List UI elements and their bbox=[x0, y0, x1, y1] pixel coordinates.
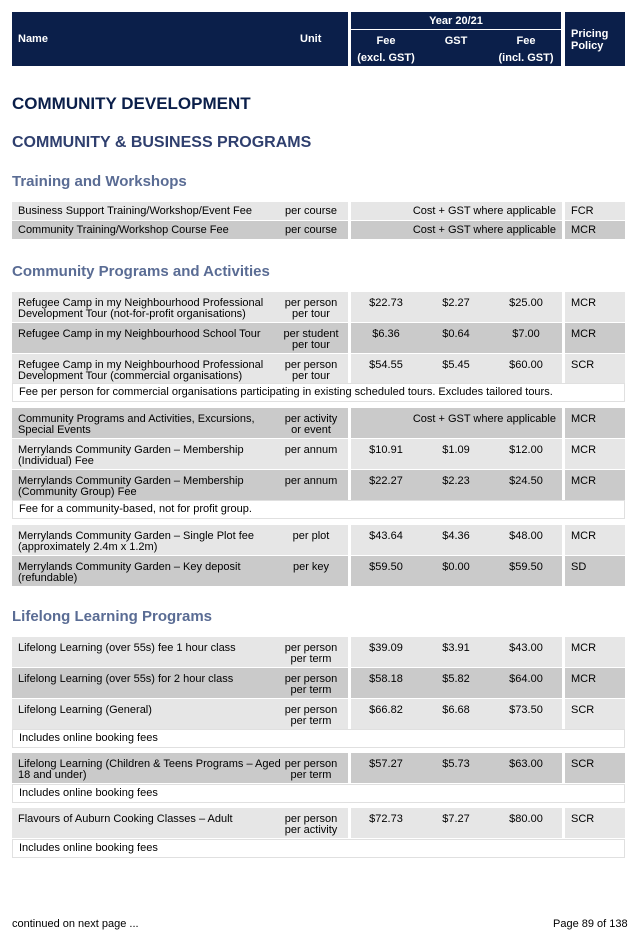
row-fees bbox=[351, 699, 562, 729]
header-divider bbox=[351, 29, 561, 30]
row-name: (approximately 2.4m x 1.2m) bbox=[18, 541, 158, 553]
row-fee-excl: $57.27 bbox=[369, 758, 403, 770]
row-policy bbox=[565, 556, 625, 586]
row-unit: per activity bbox=[284, 824, 338, 836]
row-unit: per person bbox=[284, 642, 338, 654]
row-unit: per tour bbox=[292, 370, 330, 382]
header-gst: GST bbox=[444, 35, 468, 47]
table-row bbox=[12, 753, 348, 783]
row-fees bbox=[351, 221, 562, 239]
row-name: (Community Group) Fee bbox=[18, 486, 137, 498]
row-name: Business Support Training/Workshop/Event Fee bbox=[18, 205, 252, 217]
row-policy bbox=[565, 753, 625, 783]
table-row bbox=[12, 699, 348, 729]
row-policy-code: MCR bbox=[571, 673, 597, 685]
row-note: Fee for a community-based, not for profit group. bbox=[12, 500, 625, 519]
row-policy-code: MCR bbox=[571, 413, 597, 425]
row-fee-excl: $72.73 bbox=[369, 813, 403, 825]
row-note: Includes online booking fees bbox=[12, 729, 625, 748]
row-unit: per plot bbox=[292, 530, 330, 542]
row-fee-excl: $22.27 bbox=[369, 475, 403, 487]
row-name: Refugee Camp in my Neighbourhood Professional bbox=[18, 359, 264, 371]
row-policy-code: MCR bbox=[571, 224, 597, 236]
row-fee-incl: $73.50 bbox=[509, 704, 543, 716]
row-policy-code: MCR bbox=[571, 475, 597, 487]
row-unit: per course bbox=[285, 224, 337, 236]
row-policy-code: MCR bbox=[571, 642, 597, 654]
row-fee-incl: $12.00 bbox=[509, 444, 543, 456]
row-note: Includes online booking fees bbox=[12, 839, 625, 858]
row-fee-incl: $60.00 bbox=[509, 359, 543, 371]
row-policy bbox=[565, 323, 625, 353]
group-title-training: Training and Workshops bbox=[12, 173, 187, 190]
row-fee-incl: $63.00 bbox=[509, 758, 543, 770]
table-row bbox=[12, 323, 348, 353]
row-name: Lifelong Learning (over 55s) for 2 hour class bbox=[18, 673, 234, 685]
row-unit: per person bbox=[284, 813, 338, 825]
row-unit: per term bbox=[290, 653, 332, 665]
row-gst: $4.36 bbox=[442, 530, 470, 542]
row-policy-code: SCR bbox=[571, 758, 595, 770]
table-row bbox=[12, 439, 348, 469]
row-unit: per tour bbox=[292, 339, 330, 351]
row-fees bbox=[351, 202, 562, 220]
row-unit: per tour bbox=[292, 308, 330, 320]
row-policy-code: MCR bbox=[571, 444, 597, 456]
row-policy bbox=[565, 637, 625, 667]
header-pricing-policy: Pricing Policy bbox=[565, 12, 625, 66]
row-gst: $2.27 bbox=[442, 297, 470, 309]
row-fee-incl: $7.00 bbox=[512, 328, 540, 340]
row-unit: per person bbox=[284, 704, 338, 716]
header-name: Name bbox=[18, 33, 48, 45]
row-fee-excl: $43.64 bbox=[369, 530, 403, 542]
row-name: Merrylands Community Garden – Single Plot fee bbox=[18, 530, 254, 542]
section-title: COMMUNITY DEVELOPMENT bbox=[12, 94, 251, 113]
row-note: Includes online booking fees bbox=[12, 784, 625, 803]
row-policy-code: MCR bbox=[571, 328, 597, 340]
row-unit: per activity bbox=[284, 413, 338, 425]
row-unit: per person bbox=[284, 297, 338, 309]
row-fee-incl: $48.00 bbox=[509, 530, 543, 542]
row-fees bbox=[351, 637, 562, 667]
row-name: Community Training/Workshop Course Fee bbox=[18, 224, 229, 236]
row-gst: $3.91 bbox=[442, 642, 470, 654]
row-fee-excl: $59.50 bbox=[369, 561, 403, 573]
row-fee-excl: $6.36 bbox=[372, 328, 400, 340]
row-unit: per person bbox=[284, 673, 338, 685]
row-unit: per term bbox=[290, 684, 332, 696]
footer-page-number: Page 89 of 138 bbox=[553, 918, 628, 930]
row-name: (Individual) Fee bbox=[18, 455, 94, 467]
subsection-title: COMMUNITY & BUSINESS PROGRAMS bbox=[12, 134, 312, 151]
table-row bbox=[12, 525, 348, 555]
table-row bbox=[12, 808, 348, 838]
header-unit: Unit bbox=[300, 33, 322, 45]
row-fees bbox=[351, 354, 562, 384]
header-year bbox=[351, 12, 561, 66]
row-fees bbox=[351, 525, 562, 555]
row-policy bbox=[565, 699, 625, 729]
row-name: Flavours of Auburn Cooking Classes – Adult bbox=[18, 813, 233, 825]
row-name: Lifelong Learning (General) bbox=[18, 704, 152, 716]
table-row bbox=[12, 202, 348, 220]
row-fee-incl: $64.00 bbox=[509, 673, 543, 685]
row-unit: per annum bbox=[284, 475, 338, 487]
row-fees bbox=[351, 470, 562, 500]
row-fees bbox=[351, 292, 562, 322]
row-fee-excl: $39.09 bbox=[369, 642, 403, 654]
row-gst: $5.82 bbox=[442, 673, 470, 685]
row-gst: $0.64 bbox=[442, 328, 470, 340]
header-fee-incl: Fee (incl. GST) bbox=[498, 35, 554, 64]
header-fee-excl: Fee (excl. GST) bbox=[357, 35, 415, 64]
row-note: Fee per person for commercial organisations participating in existing scheduled tours. Excludes tailored tours. bbox=[12, 383, 625, 402]
row-unit: per annum bbox=[284, 444, 338, 456]
row-name: Special Events bbox=[18, 424, 91, 436]
row-name: Merrylands Community Garden – Key deposit bbox=[18, 561, 241, 573]
row-policy-code: SCR bbox=[571, 359, 595, 371]
row-policy bbox=[565, 439, 625, 469]
row-policy bbox=[565, 668, 625, 698]
table-row bbox=[12, 292, 348, 322]
row-gst: $0.00 bbox=[442, 561, 470, 573]
row-policy-code: MCR bbox=[571, 530, 597, 542]
row-fees bbox=[351, 323, 562, 353]
row-fee-excl: $54.55 bbox=[369, 359, 403, 371]
row-gst: $1.09 bbox=[442, 444, 470, 456]
row-gst: $7.27 bbox=[442, 813, 470, 825]
row-unit: per term bbox=[290, 769, 332, 781]
row-fee-span: Cost + GST where applicable bbox=[412, 224, 556, 236]
row-gst: $5.73 bbox=[442, 758, 470, 770]
row-policy-code: SCR bbox=[571, 704, 595, 716]
row-name: Merrylands Community Garden – Membership bbox=[18, 444, 244, 456]
footer-continued: continued on next page ... bbox=[12, 918, 139, 930]
row-policy bbox=[565, 354, 625, 384]
row-fee-span: Cost + GST where applicable bbox=[412, 413, 556, 425]
table-row bbox=[12, 354, 348, 384]
row-name: Community Programs and Activities, Excursions, bbox=[18, 413, 255, 425]
row-fee-incl: $43.00 bbox=[509, 642, 543, 654]
row-policy bbox=[565, 525, 625, 555]
row-policy-code: FCR bbox=[571, 205, 594, 217]
row-fee-excl: $22.73 bbox=[369, 297, 403, 309]
row-name: 18 and under) bbox=[18, 769, 87, 781]
row-unit: per student bbox=[283, 328, 339, 340]
row-fees bbox=[351, 753, 562, 783]
group-title-lifelong: Lifelong Learning Programs bbox=[12, 608, 213, 625]
table-row bbox=[12, 470, 348, 500]
row-policy-code: MCR bbox=[571, 297, 597, 309]
row-gst: $2.23 bbox=[442, 475, 470, 487]
row-name: Development Tour (commercial organisations) bbox=[18, 370, 243, 382]
row-policy bbox=[565, 408, 625, 438]
table-row bbox=[12, 556, 348, 586]
row-policy bbox=[565, 470, 625, 500]
row-unit: per person bbox=[284, 359, 338, 371]
row-fee-excl: $58.18 bbox=[369, 673, 403, 685]
row-fee-excl: $66.82 bbox=[369, 704, 403, 716]
row-name: Lifelong Learning (Children & Teens Programs – Aged bbox=[18, 758, 281, 770]
row-name: Refugee Camp in my Neighbourhood School Tour bbox=[18, 328, 261, 340]
row-unit: per term bbox=[290, 715, 332, 727]
table-row bbox=[12, 637, 348, 667]
row-fee-incl: $80.00 bbox=[509, 813, 543, 825]
row-fee-excl: $10.91 bbox=[369, 444, 403, 456]
row-name: Development Tour (not-for-profit organisations) bbox=[18, 308, 246, 320]
row-unit: per course bbox=[285, 205, 337, 217]
table-row bbox=[12, 668, 348, 698]
table-row bbox=[12, 408, 348, 438]
row-fee-incl: $59.50 bbox=[509, 561, 543, 573]
group-title-community: Community Programs and Activities bbox=[12, 263, 270, 280]
row-fee-incl: $24.50 bbox=[509, 475, 543, 487]
row-fee-incl: $25.00 bbox=[509, 297, 543, 309]
row-unit: per person bbox=[284, 758, 338, 770]
header-name-unit bbox=[12, 12, 348, 66]
row-policy bbox=[565, 808, 625, 838]
row-policy bbox=[565, 221, 625, 239]
row-fees bbox=[351, 808, 562, 838]
table-row bbox=[12, 221, 348, 239]
row-fees bbox=[351, 556, 562, 586]
row-policy bbox=[565, 292, 625, 322]
row-gst: $5.45 bbox=[442, 359, 470, 371]
row-gst: $6.68 bbox=[442, 704, 470, 716]
row-fees bbox=[351, 439, 562, 469]
row-policy-code: SCR bbox=[571, 813, 595, 825]
row-name: Merrylands Community Garden – Membership bbox=[18, 475, 244, 487]
row-name: Lifelong Learning (over 55s) fee 1 hour class bbox=[18, 642, 236, 654]
row-fees bbox=[351, 408, 562, 438]
row-policy bbox=[565, 202, 625, 220]
row-unit: per key bbox=[292, 561, 330, 573]
row-unit: or event bbox=[291, 424, 331, 436]
row-name: (refundable) bbox=[18, 572, 78, 584]
row-fee-span: Cost + GST where applicable bbox=[412, 205, 556, 217]
row-fees bbox=[351, 668, 562, 698]
header-year-label: Year 20/21 bbox=[429, 15, 483, 27]
row-name: Refugee Camp in my Neighbourhood Professional bbox=[18, 297, 264, 309]
row-policy-code: SD bbox=[571, 561, 587, 573]
